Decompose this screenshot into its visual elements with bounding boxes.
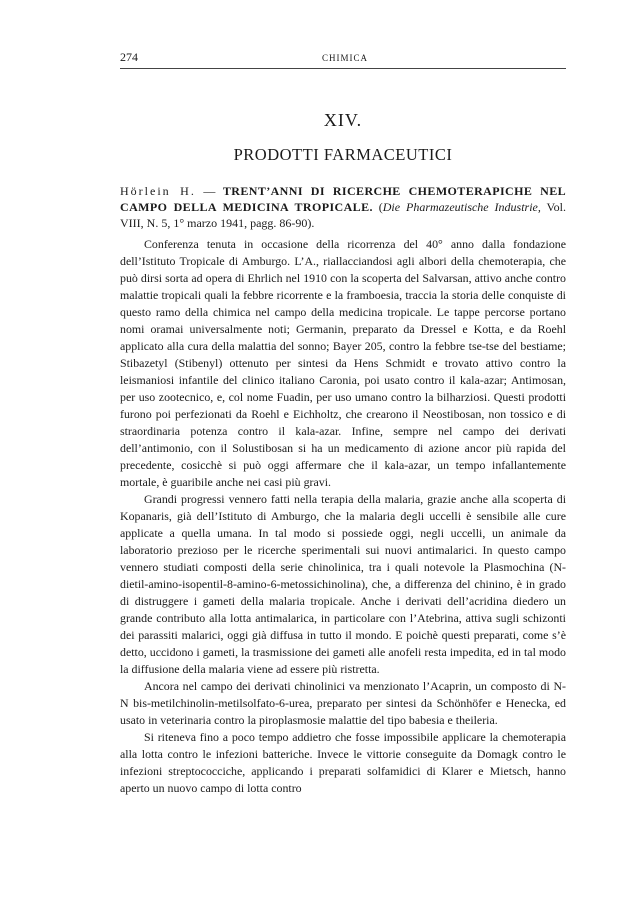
bibliographic-entry: Hörlein H. — TRENT’ANNI DI RICERCHE CHEMOTERAPICHE NEL CAMPO DELLA MEDICINA TROPICALE. (Die Pharmazeutische Industrie, Vol. VIII, N. 5, 1° marzo 1941, pagg. 86-90). bbox=[120, 184, 567, 230]
paragraph: Ancora nel campo dei derivati chinolinici va menzionato l’Acaprin, un composto di N-N bis-metilchinolin-metilsolfato-6-urea, preparato per sintesi da Schönhöfer e Henecka, ed usato in veterinaria contro la piroplasmosie malattie del tipo babesia e theileria. bbox=[120, 679, 566, 727]
paragraph: Conferenza tenuta in occasione della ricorrenza del 40° anno dalla fondazione dell’Istituto Tropicale di Amburgo. L’A., riallacciandosi agli albori della chemoterapia, che può dirsi sorta ad opera di Ehrlich nel 1910 con la scoperta del Salvarsan, attivo anche contro malattie tropicali quali la febbre ricorrente e la framboesia, traccia la storia delle conquiste di questo ramo della chimica nel campo della medicina tropicale. Le tappe percorse portano nomi oramai universalmente noti; Germanin, preparato da Dressel e Kotta, e da Roehl applicato alla cura della malattia del sonno; Bayer 205, contro la febbre tse-tse del bestiame; Stibazetyl (Stibenyl) ottenuto per sintesi da Hens Schmidt e trovato attivo contro la leismaniosi infantile del clinico italiano Caronia, poi usato contro il kala-azar; Antimosan, per uso zootecnico, e, col nome Fuadin, per uso umano contro la bilharziosi. Questi prodotti furono poi perfezionati da Roehl e Eichholtz, che crearono il Neostibosan, non tossico e di straordinaria potenza contro il kala-azar. Infine, sempre nel campo dei derivati dell’antimonio, con il Solustibosan si ha un medicamento di azione ancor più rapida del precedente, cosicchè si può oggi affermare che il kala-azar, un tempo infallantemente mortale, è guaribile anche nei casi più gravi. bbox=[120, 237, 566, 489]
entry-author: Hörlein H. bbox=[120, 184, 196, 198]
header-rule bbox=[120, 68, 566, 69]
entry-separator: — bbox=[195, 184, 223, 198]
running-head: CHIMICA bbox=[322, 53, 369, 63]
page-number: 274 bbox=[120, 50, 138, 64]
entry-title: TRENT’ANNI DI RICERCHE CHEMOTERAPICHE NEL CAMPO DELLA MEDICINA TROPICALE. bbox=[120, 184, 567, 214]
chapter-title: PRODOTTI FARMACEUTICI bbox=[233, 145, 453, 164]
paragraph: Grandi progressi vennero fatti nella terapia della malaria, grazie anche alla scoperta di Kopanaris, già dell’Istituto di Amburgo, che la malaria degli uccelli è sensibile alle cure applicate a quella umana. In tal modo si possiede oggi, negli uccelli, un animale da laboratorio prezioso per le ricerche sperimentali sui nuovi antimalarici. In questo campo vennero studiati composti della serie chinolinica, tra i quali notevole la Plasmochina (N-dietil-amino-isopentil-8-amino-6-metossichinolina), che, a differenza del chinino, è in grado di distruggere i gameti della malaria tropicale. Anche i derivati dell’acridina diedero un grande contributo alla lotta antimalarica, in particolare con l’Atebrina, attiva sugli schizonti dei parassiti malarici, oggi già diffusa in tutto il mondo. E poichè questi preparati, come s’è detto, uccidono i gameti, la trasmissione dei gameti alle anofeli resta impedita, ed in tal modo la diffusione della malaria viene ad essere più ristretta. bbox=[120, 492, 566, 676]
chapter-number: XIV. bbox=[323, 110, 363, 130]
entry-journal: Die Pharmazeutische Industrie, bbox=[382, 200, 541, 214]
paragraph: Si riteneva fino a poco tempo addietro che fosse impossibile applicare la chemoterapia alla lotta contro le infezioni batteriche. Invece le vittorie conseguite da Domagk contro le infezioni streptococciche, applicando i preparati solfamidici di Klarer e Mietsch, hanno aperto un nuovo campo di lotta contro bbox=[120, 730, 566, 795]
article-body bbox=[120, 236, 566, 797]
entry-details: Vol. VIII, N. 5, 1° marzo 1941, pagg. 86-90). bbox=[120, 200, 566, 230]
